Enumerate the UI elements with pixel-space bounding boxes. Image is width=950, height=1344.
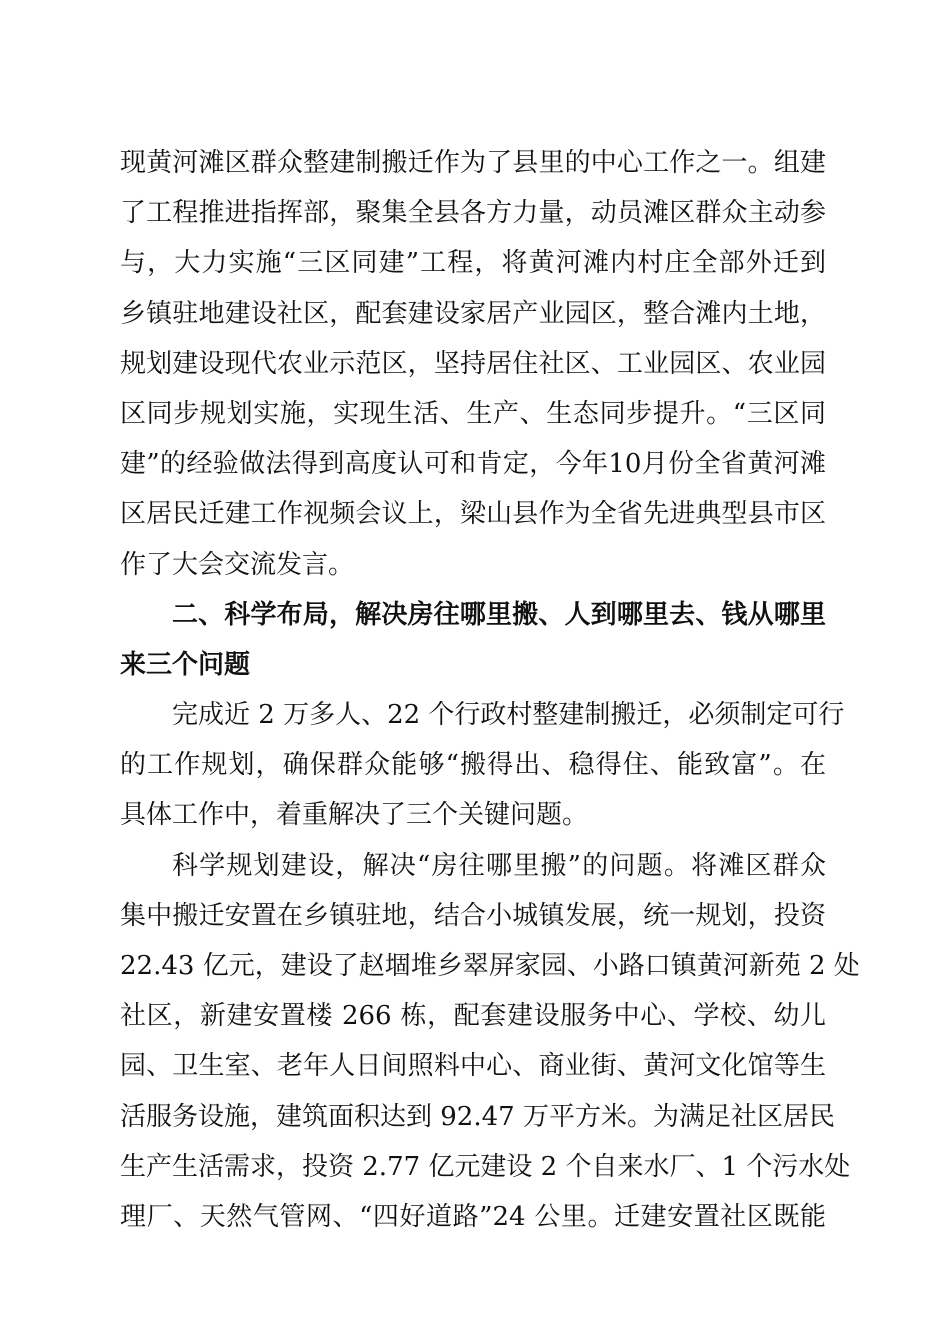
text-line: 现黄河滩区群众整建制搬迁作为了县里的中心工作之一。组建 — [120, 148, 826, 178]
text-line: 活服务设施，建筑面积达到 92.47 万平方米。为满足社区居民 — [120, 1101, 835, 1132]
paragraph-intro-continuation — [120, 138, 826, 590]
text-line: 园、卫生室、老年人日间照料中心、商业街、黄河文化馆等生 — [120, 1051, 826, 1082]
text-line: 作了大会交流发言。 — [120, 549, 355, 580]
text-line: 的工作规划，确保群众能够“搬得出、稳得住、能致富”。在 — [120, 750, 826, 781]
paragraph-housing — [120, 841, 860, 1243]
text-line: 与，大力实施“三区同建”工程，将黄河滩内村庄全部外迁到 — [120, 248, 826, 279]
document-page — [120, 138, 860, 1242]
text-line: 了工程推进指挥部，聚集全县各方力量，动员滩区群众主动参 — [120, 198, 826, 229]
text-line: 科学规划建设，解决“房往哪里搬”的问题。将滩区群众 — [172, 850, 826, 881]
text-line: 乡镇驻地建设社区，配套建设家居产业园区，整合滩内土地， — [120, 298, 826, 329]
text-line: 规划建设现代农业示范区，坚持居住社区、工业园区、农业园 — [120, 348, 826, 379]
text-line: 建”的经验做法得到高度认可和肯定，今年10月份全省黄河滩 — [120, 449, 826, 480]
heading-line: 二、科学布局，解决房往哪里搬、人到哪里去、钱从哪里 — [172, 599, 826, 630]
text-line: 22.43 亿元，建设了赵堌堆乡翠屏家园、小路口镇黄河新苑 2 处 — [120, 951, 860, 981]
paragraph-planning — [120, 690, 845, 841]
text-line: 社区，新建安置楼 266 栋，配套建设服务中心、学校、幼儿 — [120, 1001, 826, 1032]
text-line: 集中搬迁安置在乡镇驻地，结合小城镇发展，统一规划，投资 — [120, 900, 826, 931]
text-line: 完成近 2 万多人、22 个行政村整建制搬迁，必须制定可行 — [172, 700, 845, 731]
text-line: 具体工作中，着重解决了三个关键问题。 — [120, 800, 589, 831]
text-line: 区居民迁建工作视频会议上，梁山县作为全省先进典型县市区 — [120, 499, 826, 530]
text-line: 理厂、天然气管网、“四好道路”24 公里。迁建安置社区既能 — [120, 1201, 826, 1232]
heading-line: 来三个问题 — [120, 649, 251, 680]
text-line: 生产生活需求，投资 2.77 亿元建设 2 个自来水厂、1 个污水处 — [120, 1151, 851, 1182]
text-line: 区同步规划实施，实现生活、生产、生态同步提升。“三区同 — [120, 398, 826, 429]
section-heading-2 — [120, 590, 826, 690]
